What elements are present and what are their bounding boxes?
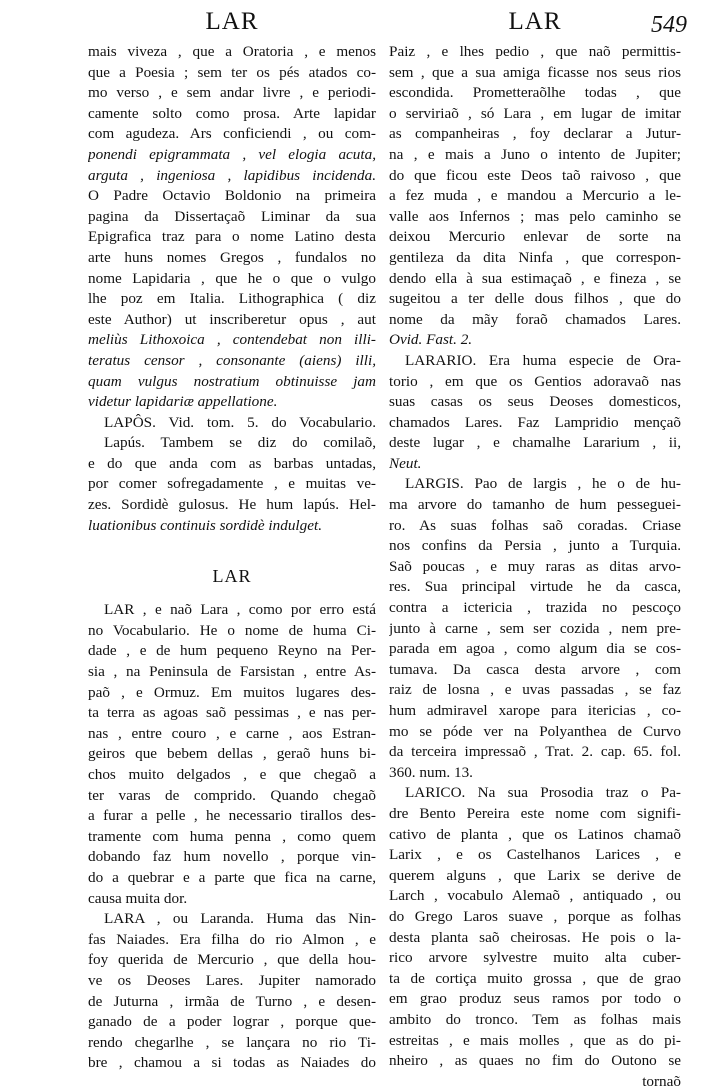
text-line: cativo de planta , que os Latinos chamaõ [389, 825, 681, 843]
text-line: tumava. Da casca desta arvore , com [389, 660, 681, 678]
text-line: e do que anda com as barbas untadas, [88, 454, 376, 472]
text-line: res. Sua principal virtude he da casca, [389, 578, 681, 596]
text-line: chos muito delgados , e que chegaõ a [88, 766, 376, 783]
text-line: lhe poz em Italia. Lithographica ( diz [88, 290, 376, 308]
text-line: Saõ poucas , e muy raras as ditas arvo- [389, 557, 681, 575]
text-line: tramente com huma penna , como quem [88, 827, 376, 845]
text-line: ganado de a poder lograr , porque que- [88, 1013, 376, 1031]
text-line: foy querida de Mercurio , que della hou- [88, 951, 376, 969]
text-line: na , e mais a Juno o intento de Jupiter; [389, 145, 681, 163]
section-heading-lar: LAR [212, 566, 252, 587]
text-line: do a quebrar e a parte que fica na carne, [88, 868, 376, 886]
text-line: mo se póde ver na Polyanthea de Curvo [389, 722, 681, 740]
text-line: a furar a pelle , he necessario tirallos des- [88, 807, 376, 825]
text-line: dobando faz hum novello , porque vin- [88, 848, 376, 866]
text-line: ta terra as agoas saõ pessimas , e nas per- [88, 704, 376, 722]
page-number: 549 [651, 12, 687, 38]
text-line: ponendi epigrammata , vel elogia acuta, [88, 145, 376, 163]
text-line: rendo chegarlhe , se lançara no rio Ti- [88, 1033, 376, 1051]
text-line: Ovid. Fast. 2. [389, 331, 473, 349]
text-line: suas casas os seus Deoses domesticos, [389, 393, 681, 411]
entry-largis: LARGIS. Pao de largis , he o de hu- [405, 475, 681, 493]
text-line: do Grego Laros suave , porque as folhas [389, 907, 681, 925]
text-line: meliùs Lithoxoica , contendebat non illi- [88, 331, 376, 349]
text-line: deste lugar , e chamalhe Lararium , ii, [389, 434, 681, 452]
text-line: desta planta saõ cheirosas. He pois o la- [389, 928, 681, 946]
text-line: sugeitou a ter delle dous filhos , que do [389, 290, 681, 308]
text-line: nome Lapidaria , que he o que o vulgo [88, 269, 376, 287]
text-line: por comer sofregadamente , e muitas ve- [88, 475, 376, 493]
catchword: tornaõ [642, 1072, 681, 1090]
text-line: estreitas , e mais molles , que as do pi- [389, 1031, 681, 1049]
text-line: parada em agoa , como algum dia se cos- [389, 640, 681, 658]
text-line: contra a ictericia , trazida no pescoço [389, 599, 681, 617]
text-line: as companheiras , foy declarar a Jutur- [389, 125, 681, 143]
text-line: O Padre Octavio Boldonio na primeira [88, 187, 376, 205]
text-line: ro. As suas folhas saõ coradas. Criase [389, 516, 681, 534]
text-line: videtur lapidariæ appellatione. [88, 393, 278, 411]
text-line: ta de cortiça muito grossa , que de grao [389, 969, 681, 987]
text-line: ve os Deoses Lares. Jupiter namorado [88, 971, 376, 989]
text-line: fas Naiades. Era filha do rio Almon , e [88, 930, 376, 948]
text-line: ter varas de comprido. Quando chegaõ [88, 786, 376, 804]
text-line: Larix , e os Castelhanos Larices , e [389, 846, 681, 864]
text-line: deixou Mercurio enlevar de sorte na [389, 228, 681, 246]
text-line: bre , chamou a si todas as Naiades do [88, 1054, 376, 1072]
text-line: mo verso , e sem andar livre , e periodi- [88, 84, 376, 102]
text-line: gentileza da dita Ninfa , que correspon- [389, 248, 681, 266]
text-line: sem , que a sua amiga ficasse nos seus rios [389, 63, 681, 81]
text-line: mais viveza , que a Oratoria , e menos [88, 43, 376, 60]
text-line: junto à carne , sem ser cozida , nem pre- [389, 619, 681, 637]
text-line: teratus censor , consonante (aiens) illi, [88, 351, 376, 369]
entry-lapus: Lapús. Tambem se diz do comilaõ, [104, 434, 376, 452]
text-line: valle aos Infernos ; mas pelo caminho se [389, 207, 681, 225]
text-line: pagina da Dissertaçaõ Liminar da sua [88, 207, 376, 225]
text-line: paõ , e Ormuz. Em muitos lugares des- [88, 683, 376, 701]
text-line: chamados Lares. Faz Lampridio mençaõ [389, 413, 681, 431]
text-line: que a Poesia ; sem ter os pés atados co- [88, 63, 376, 81]
text-line: Larch , vocabulo Alemaõ , antiquado , ou [389, 887, 681, 905]
text-line: rico arvore sylvestre muito alta cuber- [389, 949, 681, 967]
text-line: arguta , ingeniosa , lapidibus incidenda. [88, 166, 376, 184]
left-section-text [88, 600, 376, 1074]
text-line: nheiro , as quaes no fim do Outono se [389, 1052, 681, 1070]
text-line: nome da mãy foraõ chamados Lares. [389, 310, 681, 328]
text-line: querem alguns , que Larix se derive de [389, 866, 681, 884]
left-column [88, 0, 376, 1074]
entry-larico: LARICO. Na sua Prosodia traz o Pa- [405, 784, 681, 802]
text-line: dade , e de hum pequeno Reyno na Per- [88, 642, 376, 660]
text-line: Neut. [389, 454, 422, 472]
text-line: da terceira impressaõ , Trat. 2. cap. 65. fol. [389, 743, 681, 761]
text-line: nas , entre couro , e carne , aos Estran- [88, 724, 376, 742]
text-line: quam vulgus nostratium obtinuisse jam [88, 372, 376, 390]
text-line: Epigrafica traz para o nome Latino desta [88, 228, 376, 246]
text-line: a fez muda , e mandou a Mercurio a le- [389, 187, 681, 205]
text-line: dre Bento Pereira este nome com signifi- [389, 804, 681, 822]
entry-lara: LARA , ou Laranda. Huma das Nin- [104, 910, 376, 928]
text-line: ma arvore do tamanho de hum pesseguei- [389, 496, 681, 514]
entry-larario: LARARIO. Era huma especie de Ora- [405, 351, 681, 369]
text-line: do que ficou este Deos taõ raivoso , que [389, 166, 681, 184]
running-head-left [88, 0, 376, 42]
text-line: luationibus continuis sordidè indulget. [88, 516, 322, 534]
text-line: geiros que bebem dellas , geraõ huns bi- [88, 745, 376, 763]
left-text-block [88, 42, 376, 536]
text-line: sia , na Peninsula de Farsistan , entre As- [88, 663, 376, 681]
running-head-title: LAR [205, 8, 259, 35]
text-line: nos confins da Persia , junto a Turquia. [389, 537, 681, 555]
text-line: torio , em que os Gentios adoravaõ nas [389, 372, 681, 390]
running-head-right [389, 0, 687, 42]
text-line: raiz de losna , e uvas passadas , se faz [389, 681, 681, 699]
text-line: 360. num. 13. [389, 763, 473, 781]
text-line: com agudeza. Ars conficiendi , ou com- [88, 125, 376, 143]
text-line: este Author) ut inscriberetur opus , aut [88, 310, 376, 328]
right-column [389, 0, 687, 1092]
text-line: arte huns nomes Gregos , fundalos no [88, 248, 376, 266]
entry-lapos: LAPÔS. Vid. tom. 5. do Vocabulario. [104, 413, 376, 431]
text-line: zes. Sordidè gulosus. He hum lapús. Hel- [88, 496, 376, 514]
running-head-title: LAR [508, 8, 562, 35]
text-line: causa muita dor. [88, 889, 188, 907]
text-line: no Vocabulario. He o nome de huma Ci- [88, 621, 376, 639]
text-line: camente solto como prosa. Arte lapidar [88, 104, 376, 122]
text-line: dendo ella à sua estimaçaõ , e fineza , se [389, 269, 681, 287]
text-line: hum admiravel xarope para itericias , co- [389, 702, 681, 719]
right-text-block [389, 42, 681, 1092]
text-line: escondida. Prometteraõlhe todas , que [389, 84, 681, 102]
text-line: o serviriaõ , só Lara , em lugar de imitar [389, 104, 681, 122]
text-line: em grao produz seus ramos por todo o [389, 990, 681, 1008]
text-line: de Juturna , irmãa de Turno , e desen- [88, 992, 376, 1010]
entry-lar: LAR , e naõ Lara , como por erro está [104, 601, 376, 619]
text-line: Paiz , e lhes pedio , que naõ permittis- [389, 43, 681, 60]
text-line: ambito do tronco. Tem as folhas mais [389, 1010, 681, 1028]
